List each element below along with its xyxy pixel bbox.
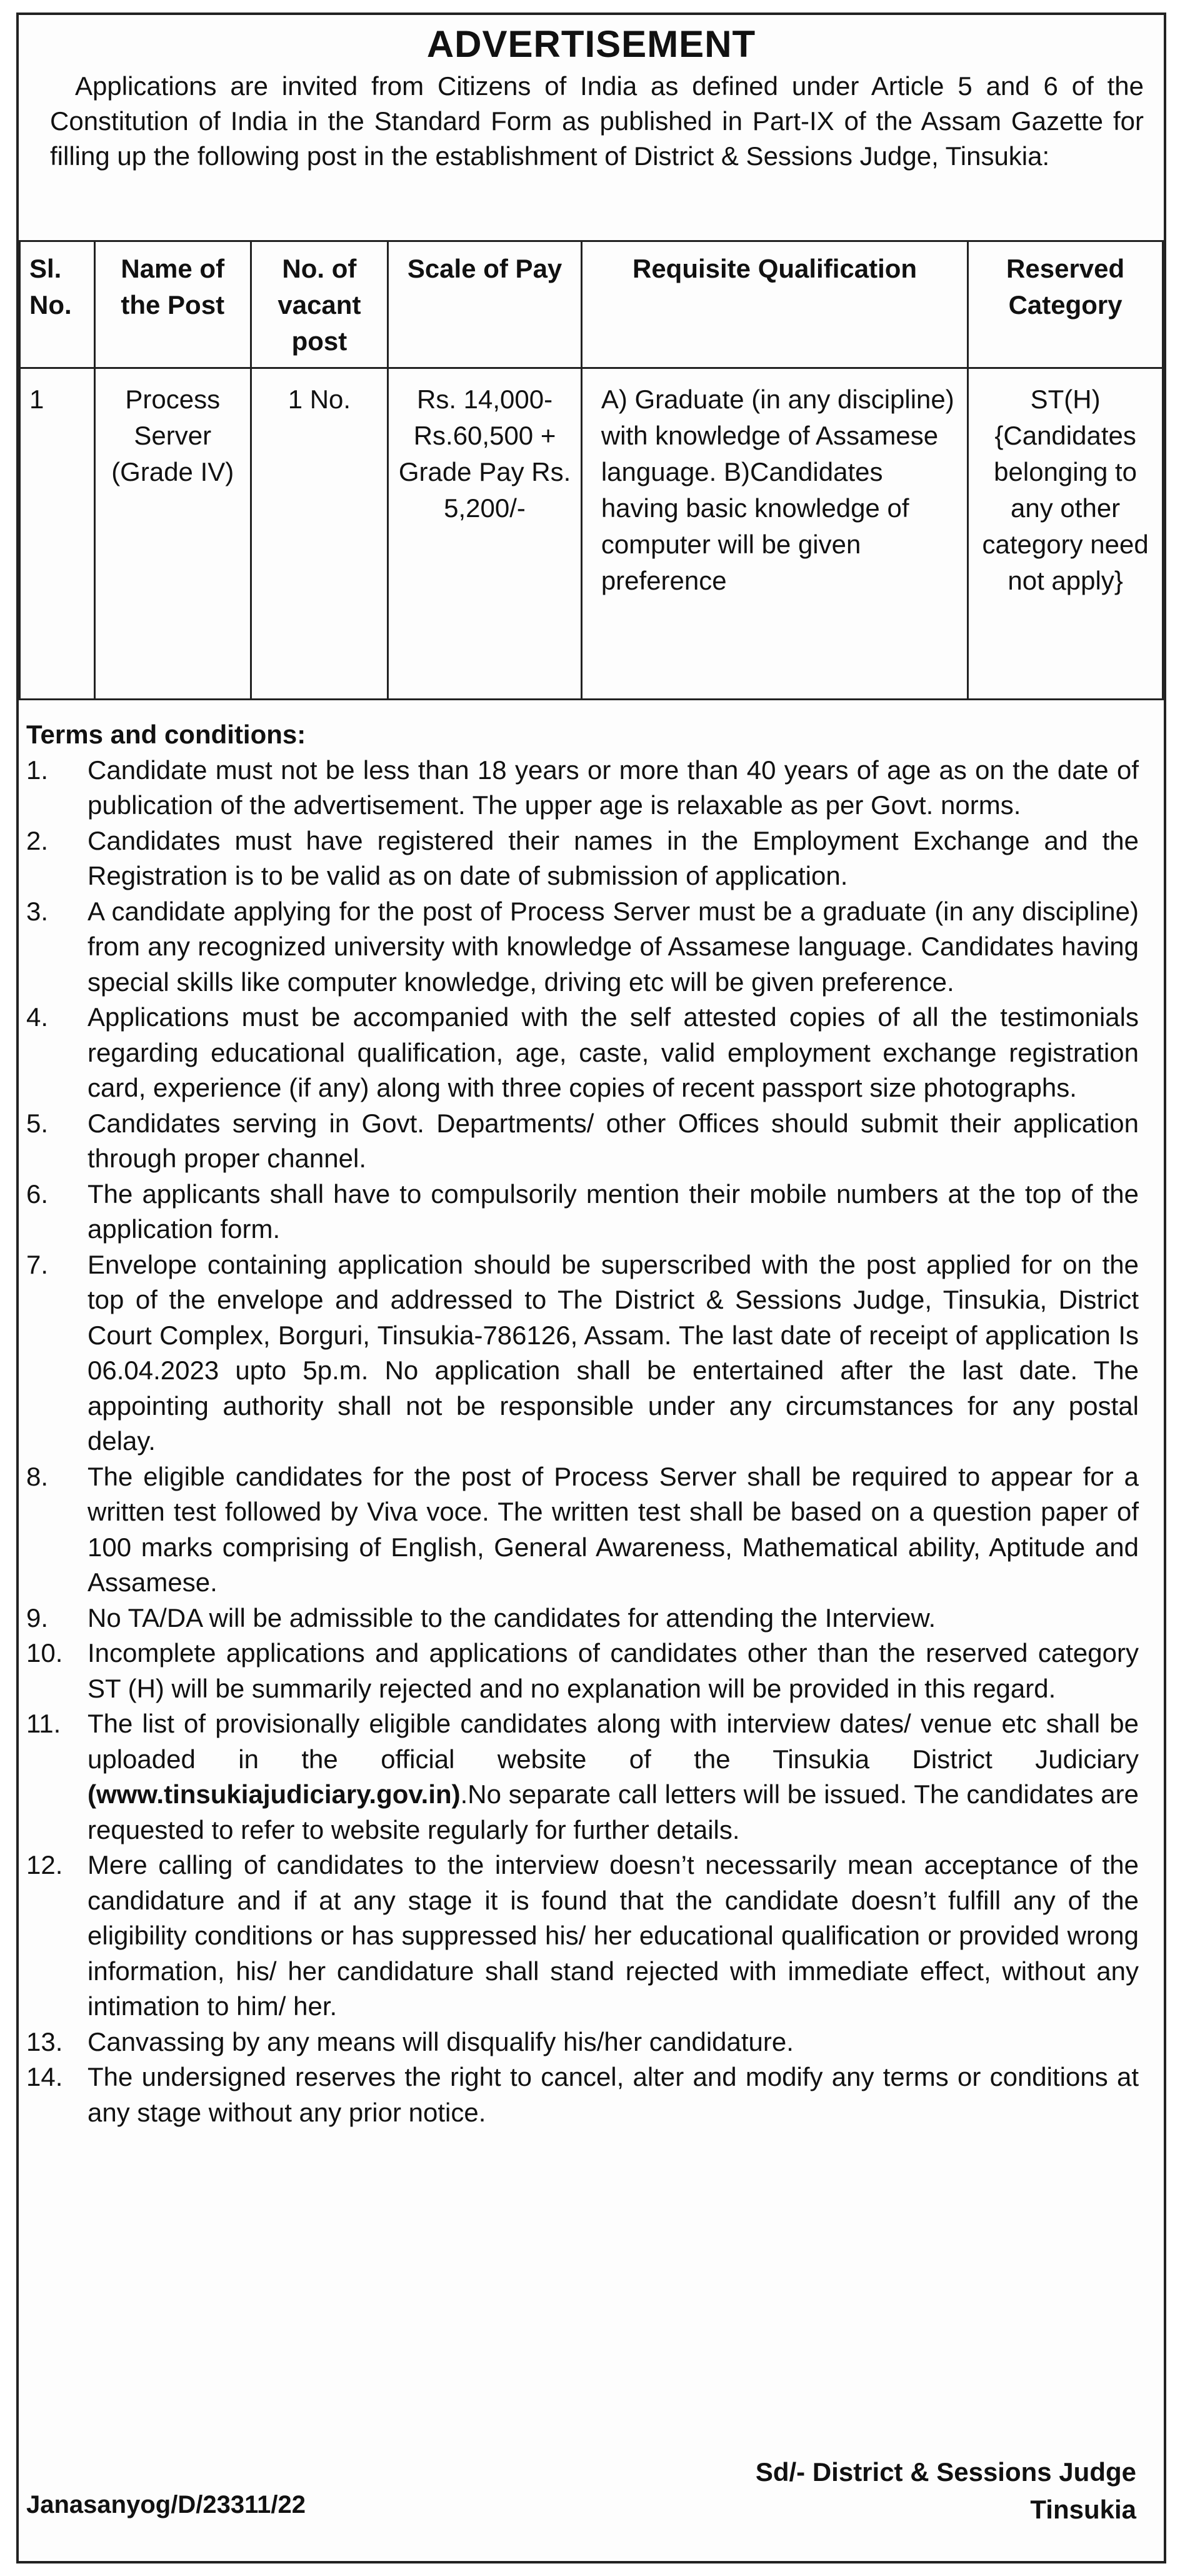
signature-line-2: Tinsukia [1030,2495,1136,2524]
list-item [19,1177,1164,1247]
term-text: Candidates must have registered their names in the Employment Exchange and the Registration is to be valid as on date of submission of application. [88,825,1139,890]
signature-line-1: Sd/- District & Sessions Judge [755,2457,1136,2487]
term-number: 11. [26,1709,61,1738]
term-number: 6. [26,1179,49,1209]
term-text [88,1706,1139,1848]
list-item [19,1706,1164,1848]
term-text: Candidate must not be less than 18 years or more than 40 years of age as on the date of publication of the advertisement. The upper age is relaxable as per Govt. norms. [88,755,1139,820]
posts-table [19,240,1164,700]
term-number: 13. [26,2026,63,2056]
term-text: The undersigned reserves the right to cancel, alter and modify any terms or conditions at any stage without any prior notice. [88,2062,1139,2127]
list-item [19,1000,1164,1106]
cell-reserved-category: ST(H) {Candidates belonging to any other category need not apply} [968,368,1163,700]
terms-heading: Terms and conditions: [26,720,306,749]
term-text: No TA/DA will be admissible to the candidates for attending the Interview. [88,1602,936,1633]
list-item [19,1247,1164,1459]
list-item [19,1459,1164,1601]
term-number: 14. [26,2062,63,2091]
list-item [19,2060,1164,2130]
term-text: Mere calling of candidates to the interview doesn’t necessarily mean acceptance of the candidature and if at any stage it is found that the candidate doesn’t fulfill any of the eligibility conditions or has suppressed his/ her educational qualification or provided wrong information, his/ her candidature shall stand rejected with immediate effect, without any intimation to him/ her. [88,1850,1139,2021]
header-reserved-category: Reserved Category [968,241,1163,368]
list-item [19,753,1164,823]
cell-qualification: A) Graduate (in any discipline) with knowledge of Assamese language. B)Candidates having basic knowledge of computer will be given preference [581,368,968,700]
term-text: Canvassing by any means will disqualify his/her candidature. [88,2026,794,2056]
list-item [19,2025,1164,2060]
table-row [20,368,1163,700]
advertisement-frame [16,13,1166,2563]
term-text: Envelope containing application should be superscribed with the post applied for on the top of the envelope and addressed to The District & Sessions Judge, Tinsukia, District Court Complex, Borguri, Tinsukia-786126, Assam. The last date of receipt of application Is 06.04.2023 upto 5p.m. No application shall be entertained after the last date. The appointing authority shall not be responsible under any circumstances for any postal delay. [88,1249,1139,1456]
term-number: 1. [26,755,49,785]
term-text: Candidates serving in Govt. Departments/ other Offices should submit their application through proper channel. [88,1108,1139,1173]
header-sl-no: Sl. No. [20,241,95,368]
term-text: The eligible candidates for the post of Process Server shall be required to appear for a written test followed by Viva voce. The written test shall be based on a question paper of 100 marks comprising of English, General Awareness, Mathematical ability, Aptitude and Assamese. [88,1461,1139,1597]
term-text-part: .No separate call letters will be issued. The candidates are requested to refer to website regularly for further details. [88,1779,1139,1844]
term-text: A candidate applying for the post of Process Server must be a graduate (in any discipline) from any recognized university with knowledge of Assamese language. Candidates having special skills like computer knowledge, driving etc will be given preference. [88,896,1139,997]
cell-sl-no: 1 [20,368,95,700]
term-number: 7. [26,1249,49,1279]
term-number: 4. [26,1002,49,1032]
page-title: ADVERTISEMENT [426,23,756,65]
term-number: 3. [26,896,49,926]
list-item [19,1106,1164,1177]
term-number: 2. [26,825,49,855]
term-text: The applicants shall have to compulsorily mention their mobile numbers at the top of the application form. [88,1179,1139,1244]
header-scale-of-pay: Scale of Pay [388,241,582,368]
cell-scale-of-pay: Rs. 14,000-Rs.60,500 + Grade Pay Rs. 5,200/- [388,368,582,700]
website-url: (www.tinsukiajudiciary.gov.in) [88,1779,461,1809]
intro-paragraph: Applications are invited from Citizens of India as defined under Article 5 and 6 of the Constitution of India in the Standard Form as published in Part-IX of the Assam Gazette for filling up the following post in the establishment of District & Sessions Judge, Tinsukia: [50,71,1144,171]
table-header-row [20,241,1163,368]
cell-vacant-posts: 1 No. [251,368,388,700]
term-text: Incomplete applications and applications of candidates other than the reserved category ST (H) will be summarily rejected and no explanation will be provided in this regard. [88,1638,1139,1703]
term-number: 5. [26,1108,49,1138]
terms-section [19,717,1164,2130]
term-number: 9. [26,1602,49,1633]
term-text-part: The list of provisionally eligible candidates along with interview dates/ venue etc shall be uploaded in the official website of the Tinsukia District Judiciary [88,1709,1139,1774]
signature-block [756,2453,1136,2528]
list-item [19,1848,1164,2025]
list-item [19,1601,1164,1636]
term-number: 8. [26,1461,49,1491]
header-qualification: Requisite Qualification [581,241,968,368]
list-item [19,1636,1164,1706]
cell-post-name: Process Server (Grade IV) [94,368,251,700]
header-vacant-posts: No. of vacant post [251,241,388,368]
header-post-name: Name of the Post [94,241,251,368]
list-item [19,823,1164,894]
list-item [19,894,1164,1000]
term-number: 12. [26,1850,63,1879]
term-number: 10. [26,1638,63,1668]
term-text: Applications must be accompanied with the self attested copies of all the testimonials regarding educational qualification, age, caste, valid employment exchange registration card, experience (if any) along with three copies of recent passport size photographs. [88,1002,1139,1102]
reference-number: Janasanyog/D/23311/22 [26,2491,306,2518]
